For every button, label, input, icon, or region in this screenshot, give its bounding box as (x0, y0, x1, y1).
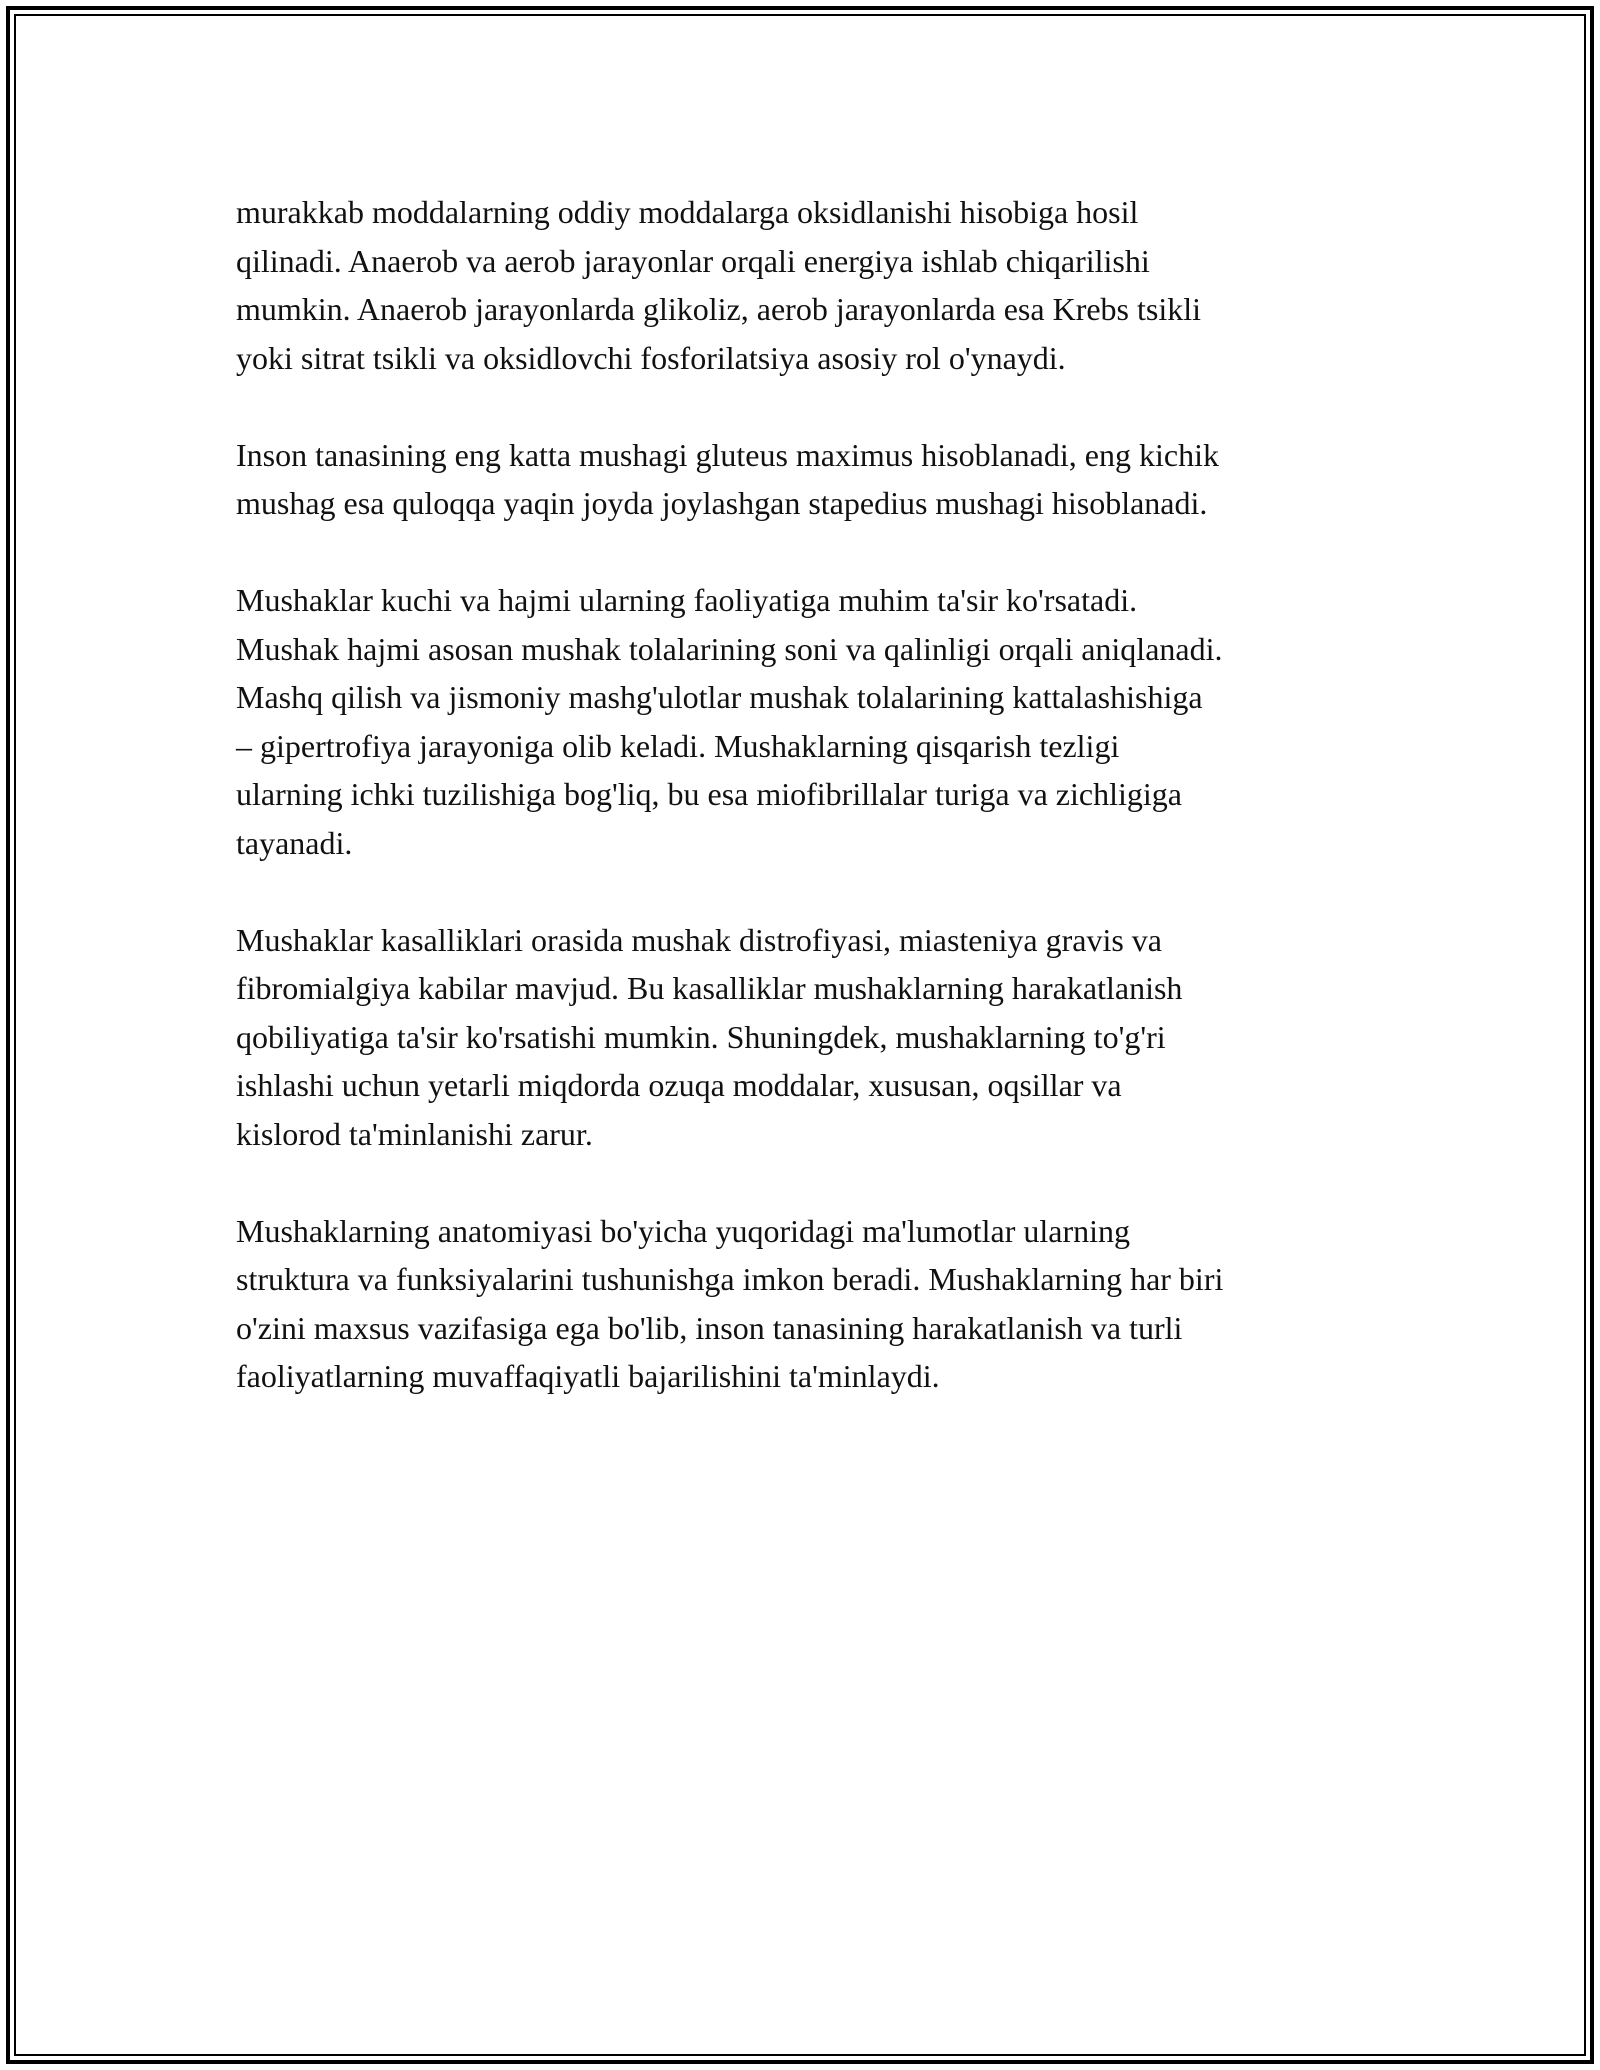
text-line: Mushaklar kasalliklari orasida mushak distrofiyasi, miasteniya gravis va (236, 921, 1162, 958)
text-line: Inson tanasining eng katta mushagi gluteus maximus hisoblanadi, eng kichik (236, 436, 1219, 473)
paragraph-1 (236, 188, 1386, 382)
text-line: struktura va funksiyalarini tushunishga imkon beradi. Mushaklarning har biri (236, 1261, 1224, 1297)
paragraph-2 (236, 431, 1386, 528)
text-line: Mushaklar kuchi va hajmi ularning faoliyatiga muhim ta'sir ko'rsatadi. (236, 582, 1138, 618)
paragraph-5 (236, 1207, 1386, 1401)
text-line: mumkin. Anaerob jarayonlarda glikoliz, aerob jarayonlarda esa Krebs tsikli (236, 291, 1202, 327)
text-line: faoliyatlarning muvaffaqiyatli bajarilishini ta'minlaydi. (236, 1358, 940, 1394)
text-line: qobiliyatiga ta'sir ko'rsatishi mumkin. Shuningdek, mushaklarning to'g'ri (236, 1018, 1166, 1055)
paragraph-3 (236, 576, 1386, 867)
text-line: Mushaklarning anatomiyasi bo'yicha yuqoridagi ma'lumotlar ularning (236, 1212, 1130, 1249)
paragraph-4 (236, 916, 1386, 1159)
text-line: kislorod ta'minlanishi zarur. (236, 1115, 593, 1152)
text-line: murakkab moddalarning oddiy moddalarga oksidlanishi hisobiga hosil (236, 194, 1139, 230)
text-line: yoki sitrat tsikli va oksidlovchi fosforilatsiya asosiy rol o'ynaydi. (236, 339, 1066, 376)
text-line: Mashq qilish va jismoniy mashg'ulotlar mushak tolalarining kattalashishiga (236, 679, 1203, 715)
text-line: o'zini maxsus vazifasiga ega bo'lib, inson tanasining harakatlanish va turli (236, 1309, 1183, 1346)
text-line: fibromialgiya kabilar mavjud. Bu kasalliklar mushaklarning harakatlanish (236, 970, 1183, 1006)
text-line: Mushak hajmi asosan mushak tolalarining soni va qalinligi orqali aniqlanadi. (236, 630, 1223, 667)
text-line: – gipertrofiya jarayoniga olib keladi. Mushaklarning qisqarish tezligi (236, 727, 1120, 764)
text-line: ishlashi uchun yetarli miqdorda ozuqa moddalar, xususan, oqsillar va (236, 1067, 1122, 1103)
text-line: mushag esa quloqqa yaqin joyda joylashgan stapedius mushagi hisoblanadi. (236, 485, 1208, 521)
document-body (236, 188, 1386, 1449)
text-line: ularning ichki tuzilishiga bog'liq, bu esa miofibrillalar turiga va zichligiga (236, 776, 1182, 812)
text-line: qilinadi. Anaerob va aerob jarayonlar orqali energiya ishlab chiqarilishi (236, 242, 1150, 279)
text-line: tayanadi. (236, 824, 353, 861)
